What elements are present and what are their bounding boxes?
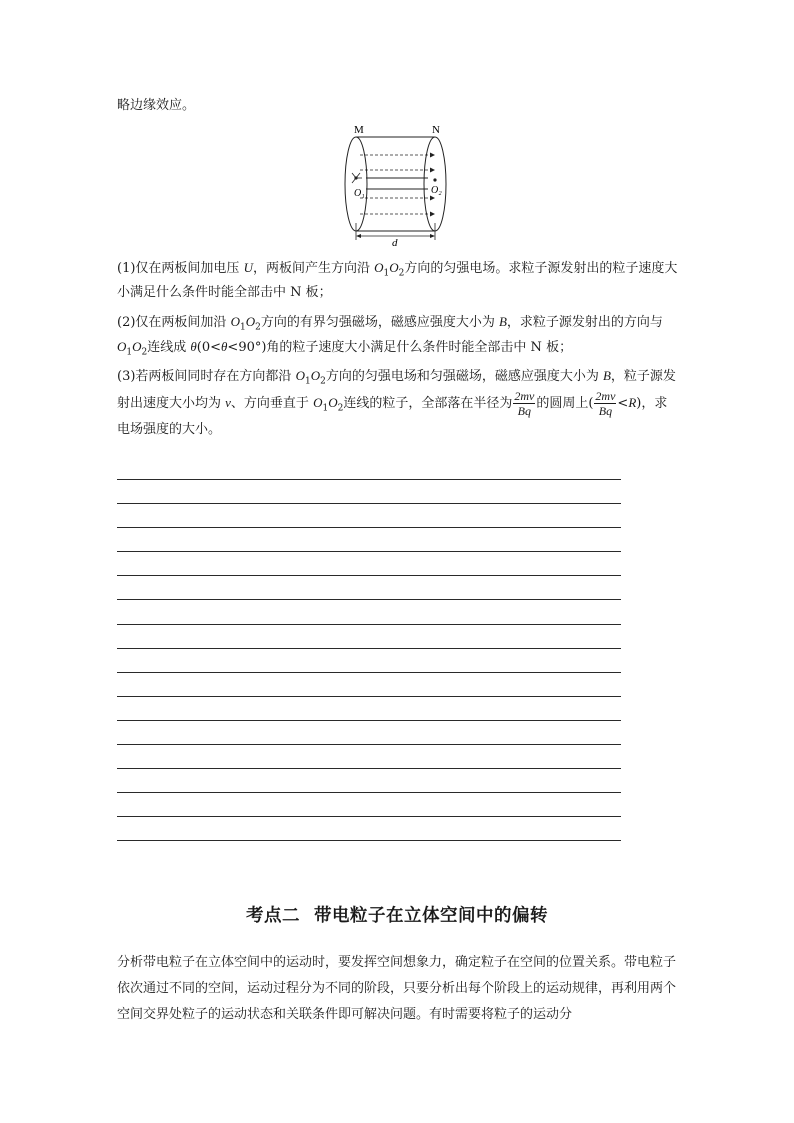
answer-line[interactable] — [117, 672, 621, 673]
answer-line[interactable] — [117, 816, 621, 817]
answer-line[interactable] — [117, 527, 621, 528]
answer-line[interactable] — [117, 503, 621, 504]
label-n: N — [432, 124, 440, 136]
answer-line[interactable] — [117, 551, 621, 552]
answer-line[interactable] — [117, 696, 621, 697]
plate-n — [424, 137, 446, 231]
section-title: 带电粒子在立体空间中的偏转 — [314, 906, 548, 926]
question-1: (1)仅在两板间加电压 U，两板间产生方向沿 $O_1O_2$方向的匀强电场。求粒子源发射出的粒子速度大小满足什么条件时能全部击中 N 板； — [117, 260, 678, 300]
fraction-2mv-bq: $\frac{2mv}{Bq}$ — [514, 389, 535, 418]
plate-m — [345, 137, 367, 231]
cylinder-figure — [336, 118, 460, 248]
label-o2: O₂ — [431, 185, 442, 196]
answer-line[interactable] — [117, 575, 621, 576]
answer-line[interactable] — [117, 744, 621, 745]
answer-line[interactable] — [117, 720, 621, 721]
answer-line[interactable] — [117, 479, 621, 480]
question-2: (2)仅在两板间加沿 $O_1O_2$方向的有界匀强磁场，磁感应强度大小为 B，求粒子源发射出的方向与 $O_1O_2$连线成 θ(0<θ<90°)角的粒子速度大小满足什么条件时能全部击中 N 板； — [117, 314, 663, 358]
intro-fragment: 略边缘效应。 — [117, 98, 196, 113]
label-d: d — [392, 237, 398, 248]
section-heading — [0, 902, 794, 927]
fraction-2mv-bq-2: $\frac{2mv}{Bq}$ — [595, 389, 616, 418]
section-body: 分析带电粒子在立体空间中的运动时，要发挥空间想象力，确定粒子在空间的位置关系。带电粒子依次通过不同的空间，运动过程分为不同的阶段，只要分析出每个阶段上的运动规律，再利用两个空间交界处粒子的运动状态和关联条件即可解决问题。有时需要将粒子的运动分 — [117, 955, 677, 1022]
answer-line[interactable] — [117, 768, 621, 769]
label-m: M — [354, 124, 364, 136]
answer-lines[interactable] — [117, 479, 621, 865]
answer-line[interactable] — [117, 840, 621, 841]
section-number: 考点二 — [246, 906, 300, 926]
label-o1: O₁ — [354, 188, 365, 199]
answer-line[interactable] — [117, 624, 621, 625]
answer-line[interactable] — [117, 648, 621, 649]
answer-line[interactable] — [117, 792, 621, 793]
answer-line[interactable] — [117, 599, 621, 600]
question-3: (3)若两板间同时存在方向都沿 $O_1O_2$方向的匀强电场和匀强磁场，磁感应强度大小为 B，粒子源发射出速度大小均为 v、方向垂直于 $O_1O_2$连线的粒子，全部落在半径为 $\frac{2mv}{Bq}$ 的圆周上( $\frac{2mv}{Bq}$ <R)，求电场强度的大小。 — [117, 368, 676, 437]
